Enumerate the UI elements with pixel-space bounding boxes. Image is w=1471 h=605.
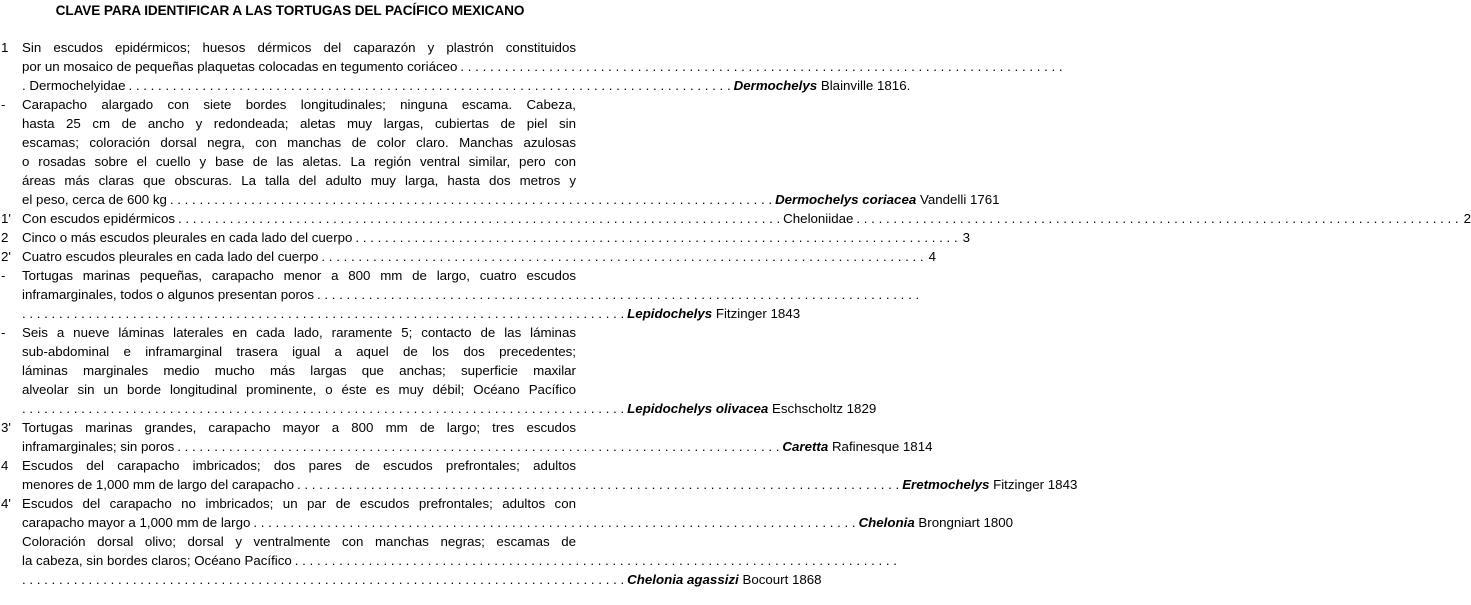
leader-dots: . . . . . . . . . . . . . . . . . . . . . . . . . . . . . . . . . . . . . . . . . . . . . . . . . . . . . . . . . . . . . . . . . . . . . . . . . . . . . . . . . . — [297, 477, 900, 492]
couplet-marker: 3' — [1, 420, 11, 435]
author-citation: Eschscholtz 1829 — [768, 401, 877, 416]
couplet-marker: 4 — [1, 458, 9, 473]
genus-name: Dermochelys — [733, 78, 818, 93]
leader-dots: . . . . . . . . . . . . . . . . . . . . . . . . . . . . . . . . . . . . . . . . . . . . . . . . . . . . . . . . . . . . . . . . . . . . . . . . . . . . . . . . . . — [294, 553, 897, 568]
document-title: CLAVE PARA IDENTIFICAR A LAS TORTUGAS DEL PACÍFICO MEXICANO — [55, 3, 525, 18]
key-line — [0, 114, 580, 133]
couplet-marker: - — [1, 268, 6, 283]
line-text: menores de 1,000 mm de largo del carapacho — [22, 477, 295, 492]
line-text: alveolar sin un borde longitudinal prominente, o éste es muy débil; Océano Pacífico — [22, 382, 576, 397]
author-citation: Fitzinger 1843 — [989, 477, 1078, 492]
couplet-marker: - — [1, 97, 6, 112]
line-text: Tortugas marinas grandes, carapacho mayor a 800 mm de largo; tres escudos — [22, 420, 576, 435]
author-citation: Fitzinger 1843 — [712, 306, 801, 321]
key-line — [0, 266, 580, 285]
author-citation: Brongniart 1800 — [914, 515, 1014, 530]
line-text: láminas marginales medio mucho más largas que anchas; superficie maxilar — [22, 363, 576, 378]
leader-dots: . . . . . . . . . . . . . . . . . . . . . . . . . . . . . . . . . . . . . . . . . . . . . . . . . . . . . . . . . . . . . . . . . . . . . . . . . . . . . . . . . . — [321, 249, 924, 264]
line-text: Coloración dorsal olivo; dorsal y ventralmente con manchas negras; escamas de — [22, 534, 576, 549]
key-line — [0, 323, 580, 342]
key-line — [0, 475, 1078, 494]
line-text: inframarginales; sin poros — [22, 439, 175, 454]
leader-dots: . . . . . . . . . . . . . . . . . . . . . . . . . . . . . . . . . . . . . . . . . . . . . . . . . . . . . . . . . . . . . . . . . . . . . . . . . . . . . . . . . . — [22, 306, 625, 321]
line-text: o rosadas sobre el cuello y base de las aletas. La región ventral similar, pero con — [22, 154, 576, 169]
genus-name: Eretmochelys — [902, 477, 990, 492]
key-line — [0, 513, 1014, 532]
line-text: áreas más claras que obscuras. La talla del adulto muy larga, hasta dos metros y — [22, 173, 576, 188]
leader-dots: . . . . . . . . . . . . . . . . . . . . . . . . . . . . . . . . . . . . . . . . . . . . . . . . . . . . . . . . . . . . . . . . . . . . . . . . . . . . . . . . . . — [169, 192, 773, 207]
couplet-marker: - — [1, 325, 6, 340]
line-text: la cabeza, sin bordes claros; Océano Pacífico — [22, 553, 292, 568]
key-line — [0, 437, 933, 456]
key-line — [0, 361, 580, 380]
line-text: el peso, cerca de 600 kg — [22, 192, 167, 207]
genus-name: Chelonia — [858, 515, 915, 530]
couplet-reference: 3 — [962, 230, 970, 245]
key-line — [0, 190, 1000, 209]
line-text: Con escudos epidérmicos — [22, 211, 175, 226]
line-text: Seis a nueve láminas laterales en cada lado, raramente 5; contacto de las láminas — [22, 325, 576, 340]
couplet-reference: 4 — [928, 249, 936, 264]
leader-dots: . . . . . . . . . . . . . . . . . . . . . . . . . . . . . . . . . . . . . . . . . . . . . . . . . . . . . . . . . . . . . . . . . . . . . . . . . . . . . . . . . . — [22, 572, 625, 587]
key-line — [0, 171, 580, 190]
leader-dots: . . . . . . . . . . . . . . . . . . . . . . . . . . . . . . . . . . . . . . . . . . . . . . . . . . . . . . . . . . . . . . . . . . . . . . . . . . . . . . . . . . — [460, 59, 1063, 74]
key-line — [0, 570, 822, 589]
line-text: hasta 25 cm de ancho y redondeada; aletas muy largas, cubiertas de piel sin — [22, 116, 576, 131]
key-line — [0, 209, 1471, 228]
key-line — [0, 304, 801, 323]
line-text: Carapacho alargado con siete bordes longitudinales; ninguna escama. Cabeza, — [22, 97, 576, 112]
key-line — [0, 133, 580, 152]
line-text: Escudos del carapacho no imbricados; un par de escudos prefrontales; adultos con — [22, 496, 576, 511]
key-line — [0, 228, 970, 247]
leader-dots: . . . . . . . . . . . . . . . . . . . . . . . . . . . . . . . . . . . . . . . . . . . . . . . . . . . . . . . . . . . . . . . . . . . . . . . . . . . . . . . . . . — [178, 211, 781, 226]
key-line — [0, 247, 936, 266]
line-text: Cuatro escudos pleurales en cada lado del cuerpo — [22, 249, 319, 264]
couplet-reference: 2 — [1463, 211, 1471, 226]
line-text: carapacho mayor a 1,000 mm de largo — [22, 515, 251, 530]
key-line — [0, 532, 580, 551]
key-line — [0, 285, 920, 304]
couplet-marker: 2' — [1, 249, 11, 264]
line-text: inframarginales, todos o algunos presentan poros — [22, 287, 314, 302]
couplet-marker: 2 — [1, 230, 9, 245]
key-line — [0, 152, 580, 171]
leader-dots: . . . . . . . . . . . . . . . . . . . . . . . . . . . . . . . . . . . . . . . . . . . . . . . . . . . . . . . . . . . . . . . . . . . . . . . . . . . . . . . . . . — [128, 78, 731, 93]
line-text: Tortugas marinas pequeñas, carapacho menor a 800 mm de largo, cuatro escudos — [22, 268, 576, 283]
line-text: escamas; coloración dorsal negra, con manchas de color claro. Manchas azulosas — [22, 135, 576, 150]
couplet-marker: 1' — [1, 211, 11, 226]
line-text: Cinco o más escudos pleurales en cada lado del cuerpo — [22, 230, 353, 245]
key-line — [0, 76, 911, 95]
line-text: Sin escudos epidérmicos; huesos dérmicos del caparazón y plastrón constituidos — [22, 40, 576, 55]
leader-dots: . . . . . . . . . . . . . . . . . . . . . . . . . . . . . . . . . . . . . . . . . . . . . . . . . . . . . . . . . . . . . . . . . . . . . . . . . . . . . . . . . . — [253, 515, 856, 530]
couplet-marker: 4' — [1, 496, 11, 511]
genus-name: Lepidochelys — [627, 306, 713, 321]
family-name: Cheloniidae — [783, 211, 854, 226]
line-text: por un mosaico de pequeñas plaquetas colocadas en tegumento coriáceo — [22, 59, 458, 74]
author-citation: Bocourt 1868 — [738, 572, 822, 587]
key-line — [0, 95, 580, 114]
author-citation: Rafinesque 1814 — [828, 439, 933, 454]
key-line — [0, 342, 580, 361]
leader-dots: . . . . . . . . . . . . . . . . . . . . . . . . . . . . . . . . . . . . . . . . . . . . . . . . . . . . . . . . . . . . . . . . . . . . . . . . . . . . . . . . . . — [316, 287, 920, 302]
line-text: Escudos del carapacho imbricados; dos pares de escudos prefrontales; adultos — [22, 458, 576, 473]
key-line — [0, 456, 580, 475]
leader-dots: . . . . . . . . . . . . . . . . . . . . . . . . . . . . . . . . . . . . . . . . . . . . . . . . . . . . . . . . . . . . . . . . . . . . . . . . . . . . . . . . . . — [22, 401, 625, 416]
line-text: sub-abdominal e inframarginal trasera igual a aquel de los dos precedentes; — [22, 344, 576, 359]
key-line — [0, 418, 580, 437]
author-citation: Blainville 1816. — [817, 78, 911, 93]
key-line — [0, 399, 877, 418]
leader-dots: . . . . . . . . . . . . . . . . . . . . . . . . . . . . . . . . . . . . . . . . . . . . . . . . . . . . . . . . . . . . . . . . . . . . . . . . . . . . . . . . . . — [856, 211, 1459, 226]
family-name: . Dermochelyidae — [22, 78, 126, 93]
genus-name: Caretta — [782, 439, 829, 454]
leader-dots: . . . . . . . . . . . . . . . . . . . . . . . . . . . . . . . . . . . . . . . . . . . . . . . . . . . . . . . . . . . . . . . . . . . . . . . . . . . . . . . . . . — [177, 439, 780, 454]
key-line — [0, 551, 897, 570]
key-line — [0, 57, 1063, 76]
author-citation: Vandelli 1761 — [916, 192, 1000, 207]
key-line — [0, 494, 580, 513]
leader-dots: . . . . . . . . . . . . . . . . . . . . . . . . . . . . . . . . . . . . . . . . . . . . . . . . . . . . . . . . . . . . . . . . . . . . . . . . . . . . . . . . . . — [355, 230, 958, 245]
key-line — [0, 380, 580, 399]
key-line — [0, 38, 580, 57]
species-name: Dermochelys coriacea — [775, 192, 917, 207]
couplet-marker: 1 — [1, 40, 9, 55]
species-name: Lepidochelys olivacea — [627, 401, 769, 416]
species-name: Chelonia agassizi — [627, 572, 739, 587]
